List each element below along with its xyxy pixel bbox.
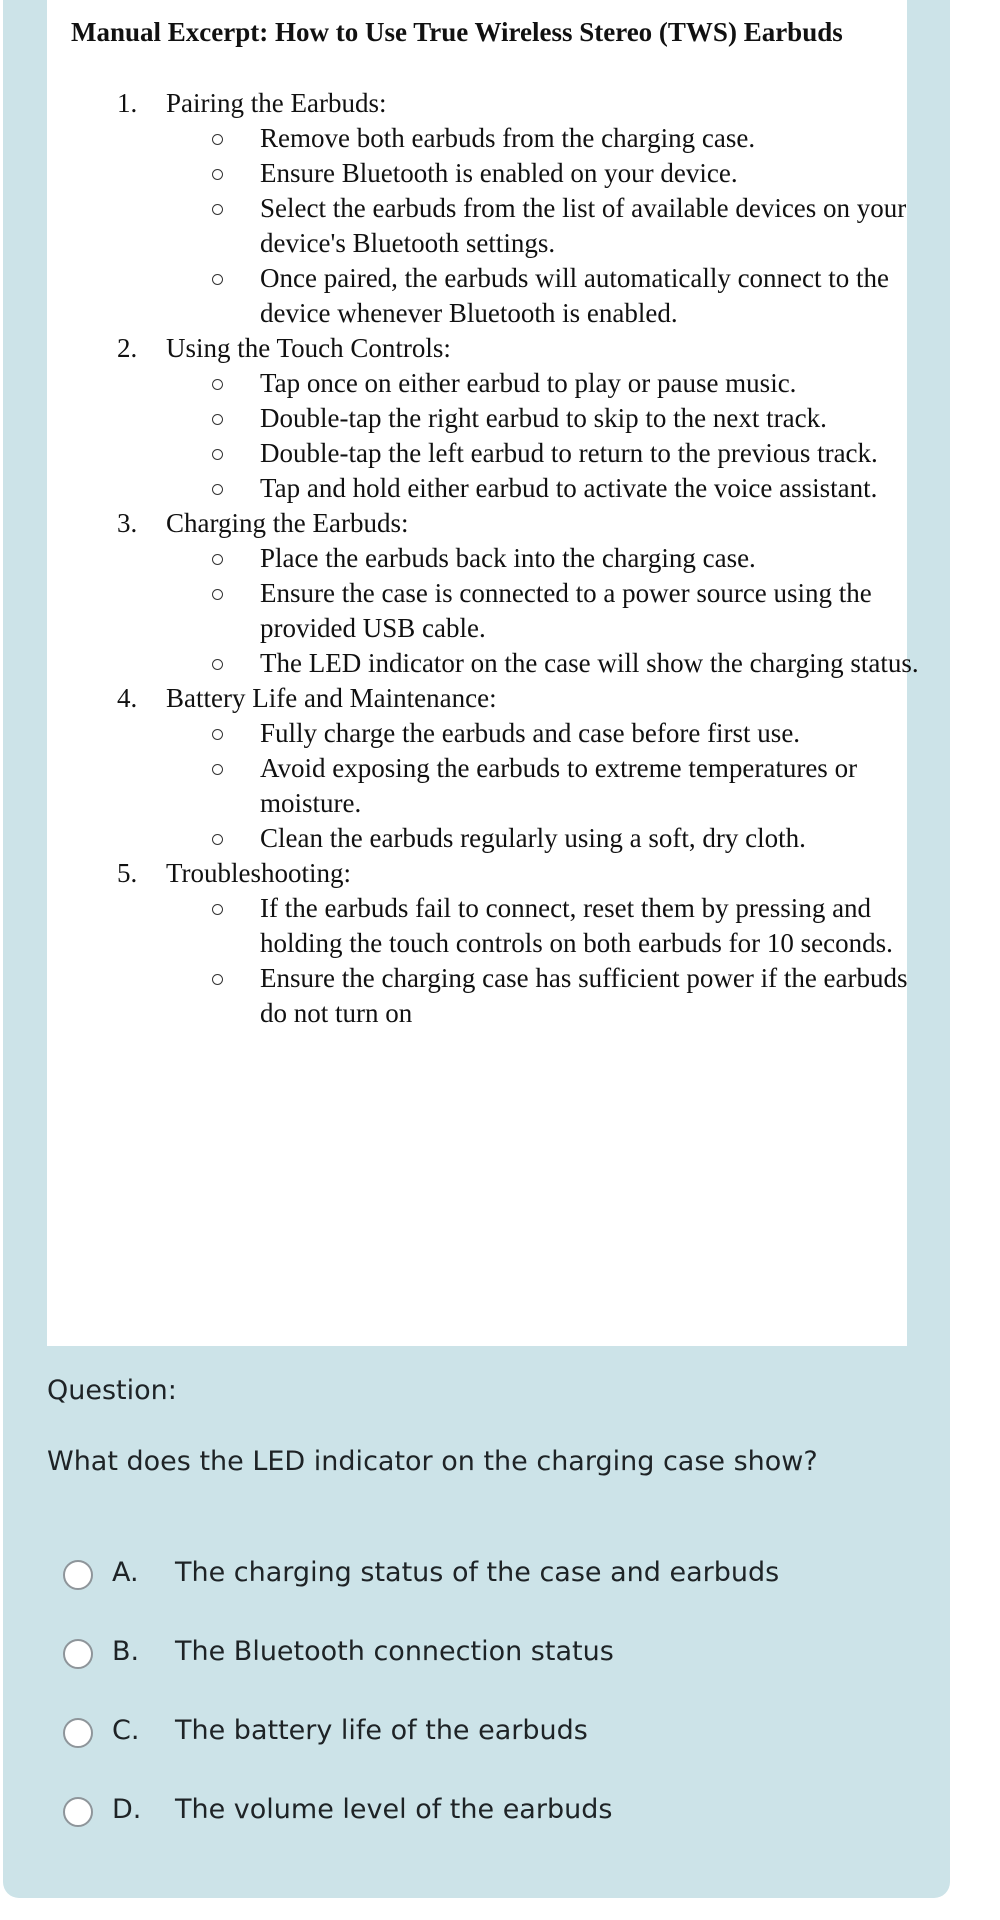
manual-section — [47, 856, 907, 1031]
bullet-list — [47, 891, 907, 1031]
radio-button-icon[interactable] — [63, 1797, 93, 1827]
answer-option-a[interactable] — [63, 1555, 823, 1595]
section-number: 2. — [117, 333, 138, 363]
question-label: Question: — [47, 1375, 177, 1406]
radio-button-icon[interactable] — [63, 1718, 93, 1748]
hollow-circle-bullet-icon — [212, 729, 223, 740]
option-text: The volume level of the earbuds — [175, 1794, 613, 1825]
manual-section — [47, 681, 907, 856]
section-heading — [47, 681, 907, 716]
section-title: Troubleshooting: — [166, 858, 352, 888]
manual-section — [47, 86, 907, 331]
option-letter: B. — [112, 1636, 140, 1667]
option-text: The charging status of the case and earbuds — [175, 1557, 780, 1588]
option-letter: D. — [112, 1794, 142, 1825]
bullet-item: Remove both earbuds from the charging case. — [47, 121, 920, 156]
hollow-circle-bullet-icon — [212, 904, 223, 915]
answer-option-c[interactable] — [63, 1713, 823, 1753]
bullet-item: If the earbuds fail to connect, reset them by pressing and holding the touch controls on both earbuds for 10 seconds. — [47, 891, 920, 961]
manual-title: Manual Excerpt: How to Use True Wireless Stereo (TWS) Earbuds — [71, 17, 843, 47]
section-title: Using the Touch Controls: — [166, 333, 451, 363]
hollow-circle-bullet-icon — [212, 554, 223, 565]
radio-button-icon[interactable] — [63, 1560, 93, 1590]
answer-option-b[interactable] — [63, 1634, 823, 1674]
section-heading — [47, 86, 907, 121]
hollow-circle-bullet-icon — [212, 834, 223, 845]
section-heading — [47, 856, 907, 891]
hollow-circle-bullet-icon — [212, 764, 223, 775]
hollow-circle-bullet-icon — [212, 204, 223, 215]
manual-section — [47, 331, 907, 506]
hollow-circle-bullet-icon — [212, 379, 223, 390]
hollow-circle-bullet-icon — [212, 484, 223, 495]
bullet-item: Ensure Bluetooth is enabled on your device. — [47, 156, 920, 191]
bullet-item: Select the earbuds from the list of available devices on your device's Bluetooth settings. — [47, 191, 920, 261]
section-heading — [47, 331, 907, 366]
bullet-item: Clean the earbuds regularly using a soft, dry cloth. — [47, 821, 920, 856]
option-text: The Bluetooth connection status — [175, 1636, 614, 1667]
bullet-list — [47, 366, 907, 506]
manual-section — [47, 506, 919, 681]
section-number: 5. — [117, 858, 138, 888]
hollow-circle-bullet-icon — [212, 414, 223, 425]
section-title: Charging the Earbuds: — [166, 508, 409, 538]
section-title: Pairing the Earbuds: — [166, 88, 387, 118]
hollow-circle-bullet-icon — [212, 589, 223, 600]
bullet-item: The LED indicator on the case will show the charging status. — [47, 646, 920, 681]
section-title: Battery Life and Maintenance: — [166, 683, 497, 713]
bullet-item: Ensure the charging case has sufficient power if the earbuds do not turn on — [47, 961, 920, 1031]
section-number: 4. — [117, 683, 138, 713]
bullet-item: Avoid exposing the earbuds to extreme temperatures or moisture. — [47, 751, 920, 821]
hollow-circle-bullet-icon — [212, 134, 223, 145]
bullet-item: Place the earbuds back into the charging case. — [47, 541, 920, 576]
question-text: What does the LED indicator on the charging case show? — [47, 1446, 818, 1477]
bullet-item: Once paired, the earbuds will automatically connect to the device whenever Bluetooth is enabled. — [47, 261, 920, 331]
manual-sections — [47, 86, 919, 1031]
option-letter: A. — [112, 1557, 139, 1588]
bullet-item: Double-tap the right earbud to skip to the next track. — [47, 401, 920, 436]
hollow-circle-bullet-icon — [212, 169, 223, 180]
radio-button-icon[interactable] — [63, 1639, 93, 1669]
hollow-circle-bullet-icon — [212, 659, 223, 670]
bullet-item: Tap once on either earbud to play or pause music. — [47, 366, 920, 401]
bullet-item: Ensure the case is connected to a power source using the provided USB cable. — [47, 576, 920, 646]
section-number: 1. — [117, 88, 138, 118]
option-letter: C. — [112, 1715, 140, 1746]
hollow-circle-bullet-icon — [212, 449, 223, 460]
answer-option-d[interactable] — [63, 1792, 823, 1832]
hollow-circle-bullet-icon — [212, 274, 223, 285]
manual-excerpt-image — [47, 0, 919, 1346]
bullet-item: Tap and hold either earbud to activate the voice assistant. — [47, 471, 920, 506]
hollow-circle-bullet-icon — [212, 974, 223, 985]
section-heading — [47, 506, 907, 541]
bullet-list — [47, 121, 907, 331]
option-text: The battery life of the earbuds — [175, 1715, 588, 1746]
bullet-item: Double-tap the left earbud to return to the previous track. — [47, 436, 920, 471]
bullet-list — [47, 541, 919, 681]
section-number: 3. — [117, 508, 138, 538]
bullet-list — [47, 716, 907, 856]
bullet-item: Fully charge the earbuds and case before first use. — [47, 716, 920, 751]
